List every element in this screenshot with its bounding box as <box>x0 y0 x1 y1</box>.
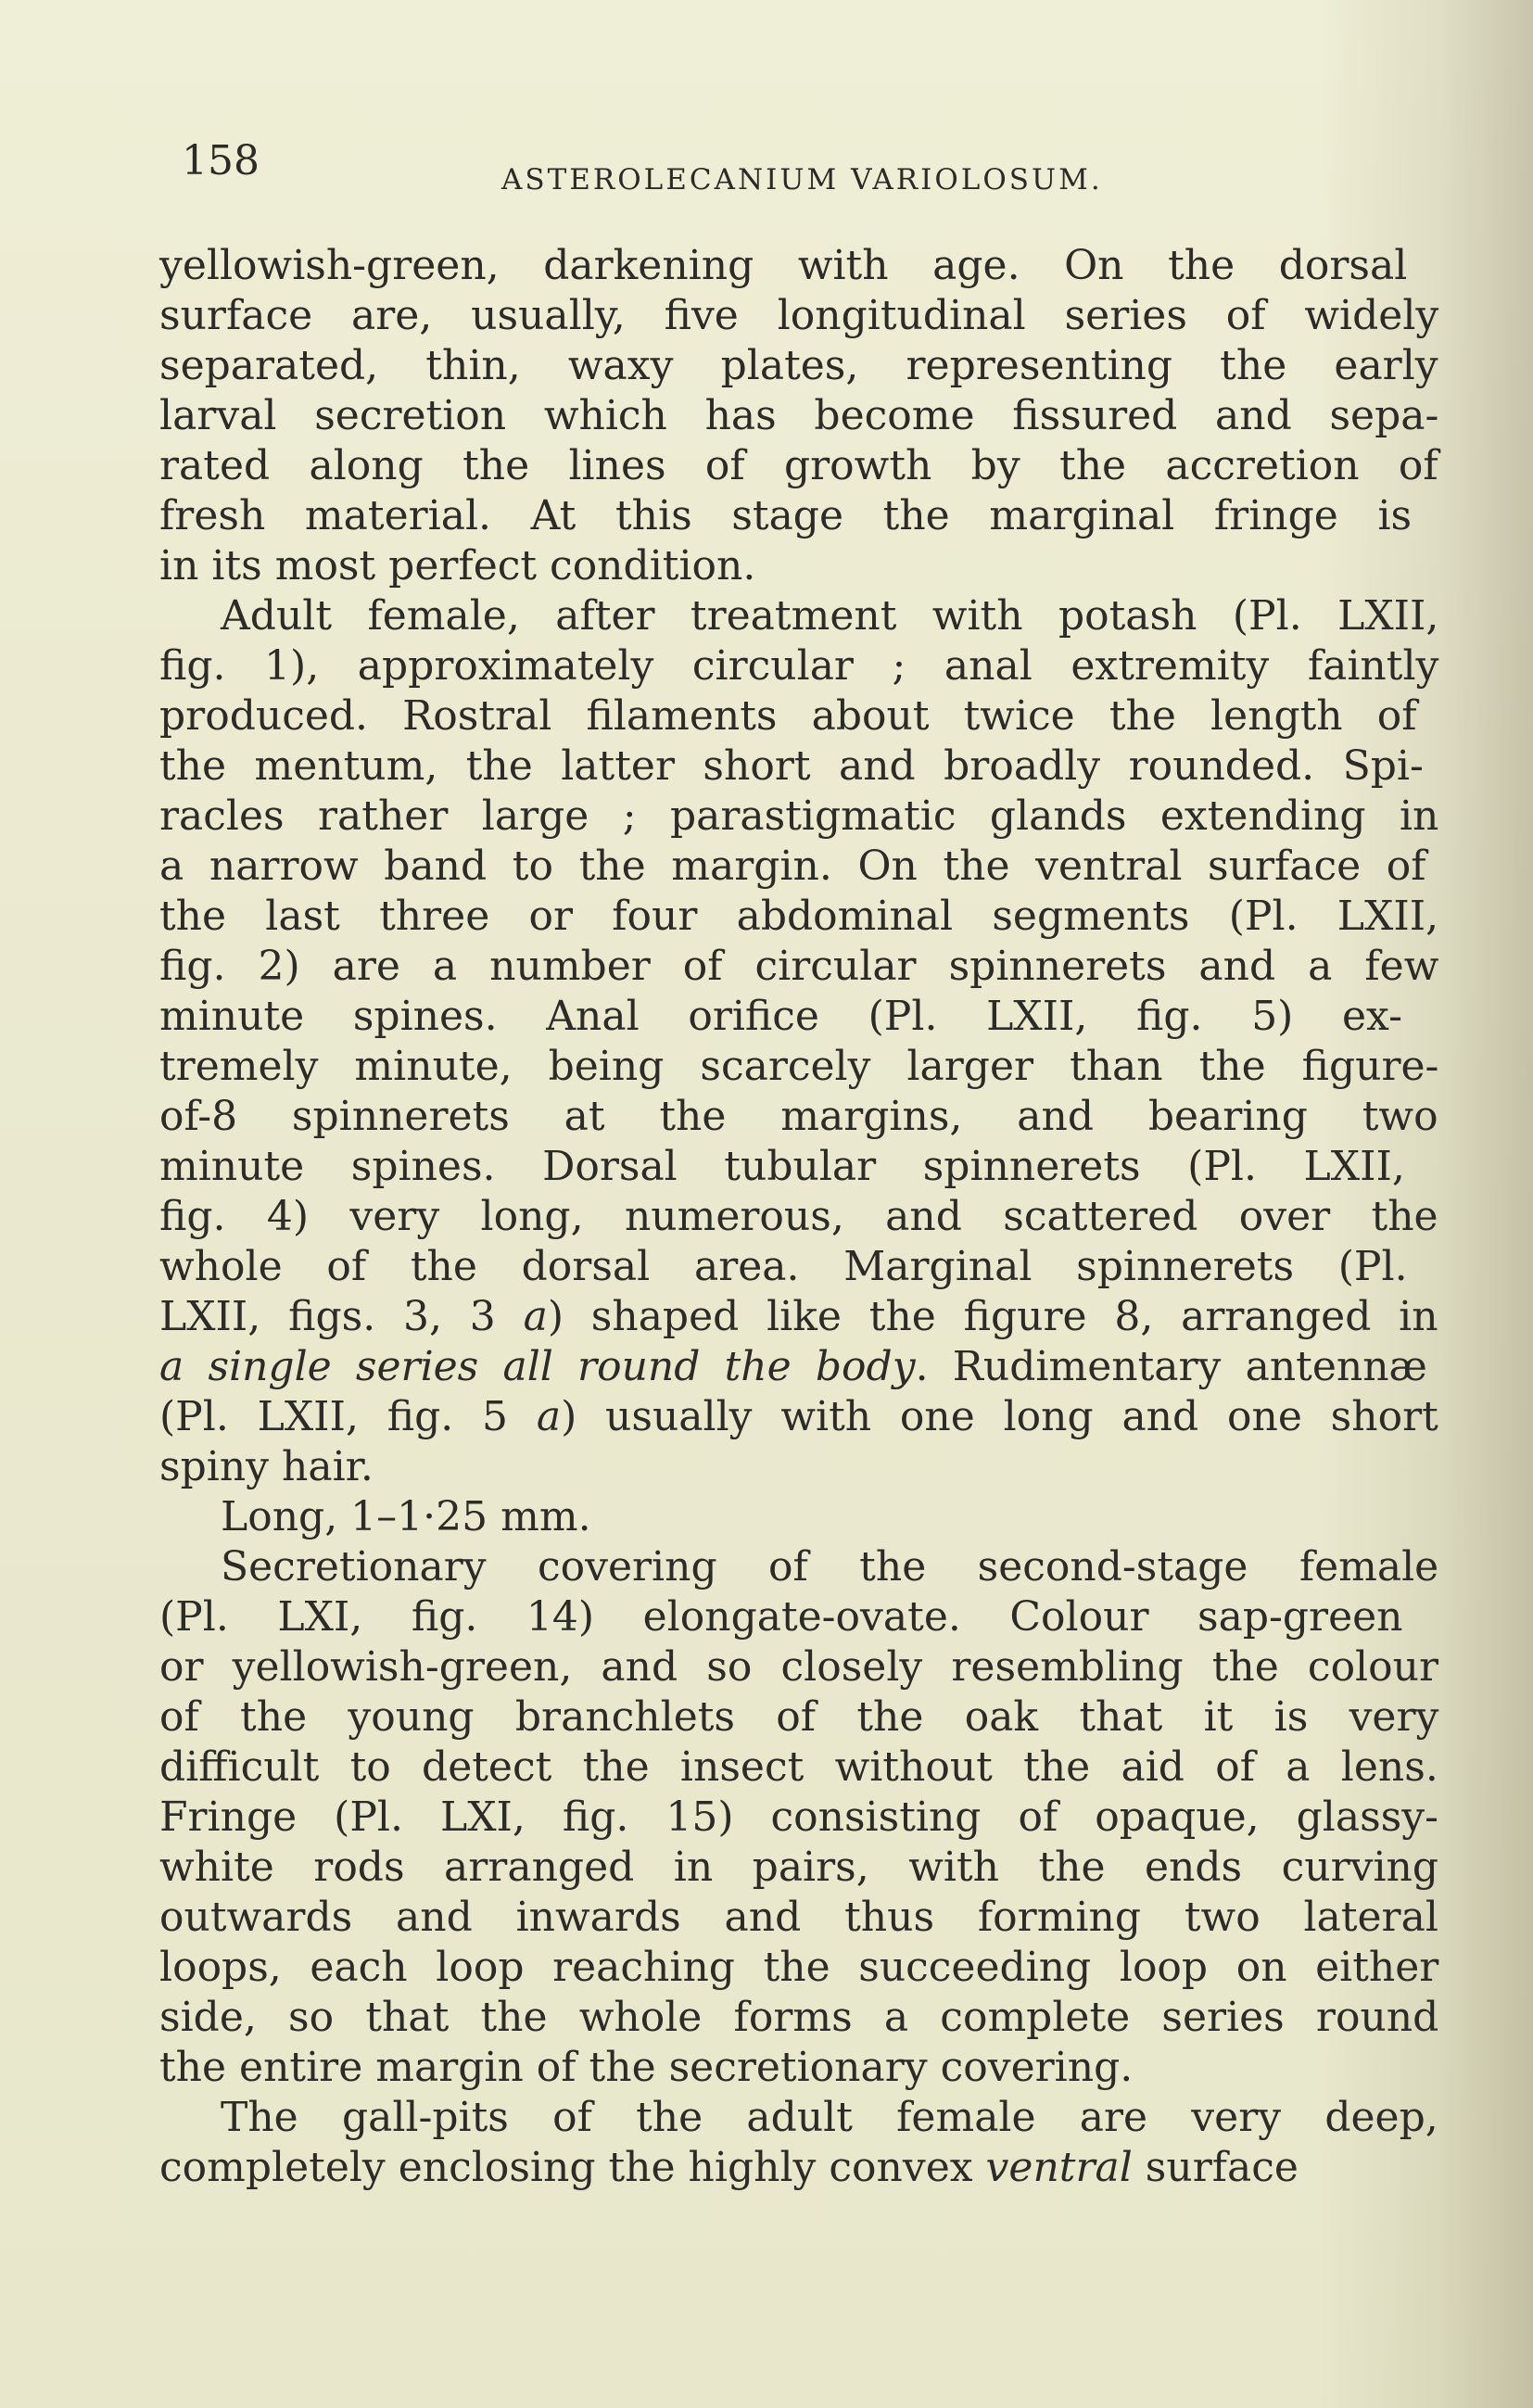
text-line: the last three or four abdominal segments (Pl. LXII, <box>159 893 1439 940</box>
text-line: of the young branchlets of the oak that it is very <box>159 1693 1439 1741</box>
paragraph <box>159 2093 1438 2193</box>
paragraph <box>159 241 1438 591</box>
text-line: Adult female, after treatment with potash (Pl. LXII, <box>221 592 1439 640</box>
text-line: side, so that the whole forms a complete series round <box>159 1994 1439 2041</box>
running-title: ASTEROLECANIUM VARIOLOSUM. <box>501 163 1103 196</box>
text-line: racles rather large ; parastigmatic glands extending in <box>159 792 1439 840</box>
text-line: completely enclosing the highly convex ventral surface <box>159 2144 1299 2191</box>
text-line: produced. Rostral filaments about twice the length of <box>159 692 1417 740</box>
text-line: fig. 1), approximately circular ; anal extremity faintly <box>159 642 1439 690</box>
text-line: outwards and inwards and thus forming two lateral <box>159 1894 1438 1941</box>
text-line: Long, 1–1·25 mm. <box>221 1493 591 1540</box>
text-line: surface are, usually, five longitudinal series of widely <box>159 292 1439 339</box>
text-line: white rods arranged in pairs, with the ends curving <box>159 1844 1439 1891</box>
text-line: or yellowish-green, and so closely resembling the colour <box>159 1643 1438 1691</box>
text-line: fig. 2) are a number of circular spinnerets and a few <box>159 943 1439 990</box>
text-line: Fringe (Pl. LXI, fig. 15) consisting of opaque, glassy- <box>159 1793 1438 1841</box>
text-line: separated, thin, waxy plates, representing the early <box>159 342 1438 389</box>
text-line: whole of the dorsal area. Marginal spinnerets (Pl. <box>159 1243 1408 1290</box>
text-line: spiny hair. <box>159 1443 374 1490</box>
text-line: The gall-pits of the adult female are very deep, <box>221 2094 1438 2141</box>
text-line: LXII, figs. 3, 3 a) shaped like the figure 8, arranged in <box>159 1293 1438 1340</box>
text-line: larval secretion which has become fissured and sepa- <box>159 392 1439 439</box>
text-line: of-8 spinnerets at the margins, and bearing two <box>159 1093 1438 1140</box>
text-line: minute spines. Dorsal tubular spinnerets (Pl. LXII, <box>159 1143 1405 1190</box>
paragraph <box>159 591 1438 1492</box>
text-line: tremely minute, being scarcely larger than the figure- <box>159 1043 1439 1090</box>
text-line: fig. 4) very long, numerous, and scattered over the <box>159 1193 1438 1240</box>
paragraph <box>159 1492 1438 1542</box>
paragraph <box>159 1542 1438 2093</box>
text-line: a single series all round the body. Rudimentary antennæ <box>159 1343 1427 1390</box>
text-line: (Pl. LXI, fig. 14) elongate-ovate. Colour sap-green <box>159 1593 1403 1641</box>
page-number: 158 <box>182 137 260 184</box>
text-line: yellowish-green, darkening with age. On the dorsal <box>159 242 1408 289</box>
text-line: loops, each loop reaching the succeeding loop on either <box>159 1944 1439 1991</box>
text-line: a narrow band to the margin. On the ventral surface of <box>159 843 1426 890</box>
text-line: (Pl. LXII, fig. 5 a) usually with one long and one short <box>159 1393 1438 1440</box>
text-line: the mentum, the latter short and broadly rounded. Spi- <box>159 742 1424 790</box>
text-line: the entire margin of the secretionary covering. <box>159 2044 1134 2091</box>
text-line: in its most perfect condition. <box>159 542 756 589</box>
text-line: difficult to detect the insect without the aid of a lens. <box>159 1743 1438 1791</box>
body-text <box>159 241 1438 2193</box>
text-line: Secretionary covering of the second-stage female <box>221 1543 1439 1591</box>
text-line: minute spines. Anal orifice (Pl. LXII, fig. 5) ex- <box>159 993 1402 1040</box>
page-header <box>182 137 1461 196</box>
text-line: fresh material. At this stage the marginal fringe is <box>159 492 1413 539</box>
text-line: rated along the lines of growth by the accretion of <box>159 442 1438 489</box>
